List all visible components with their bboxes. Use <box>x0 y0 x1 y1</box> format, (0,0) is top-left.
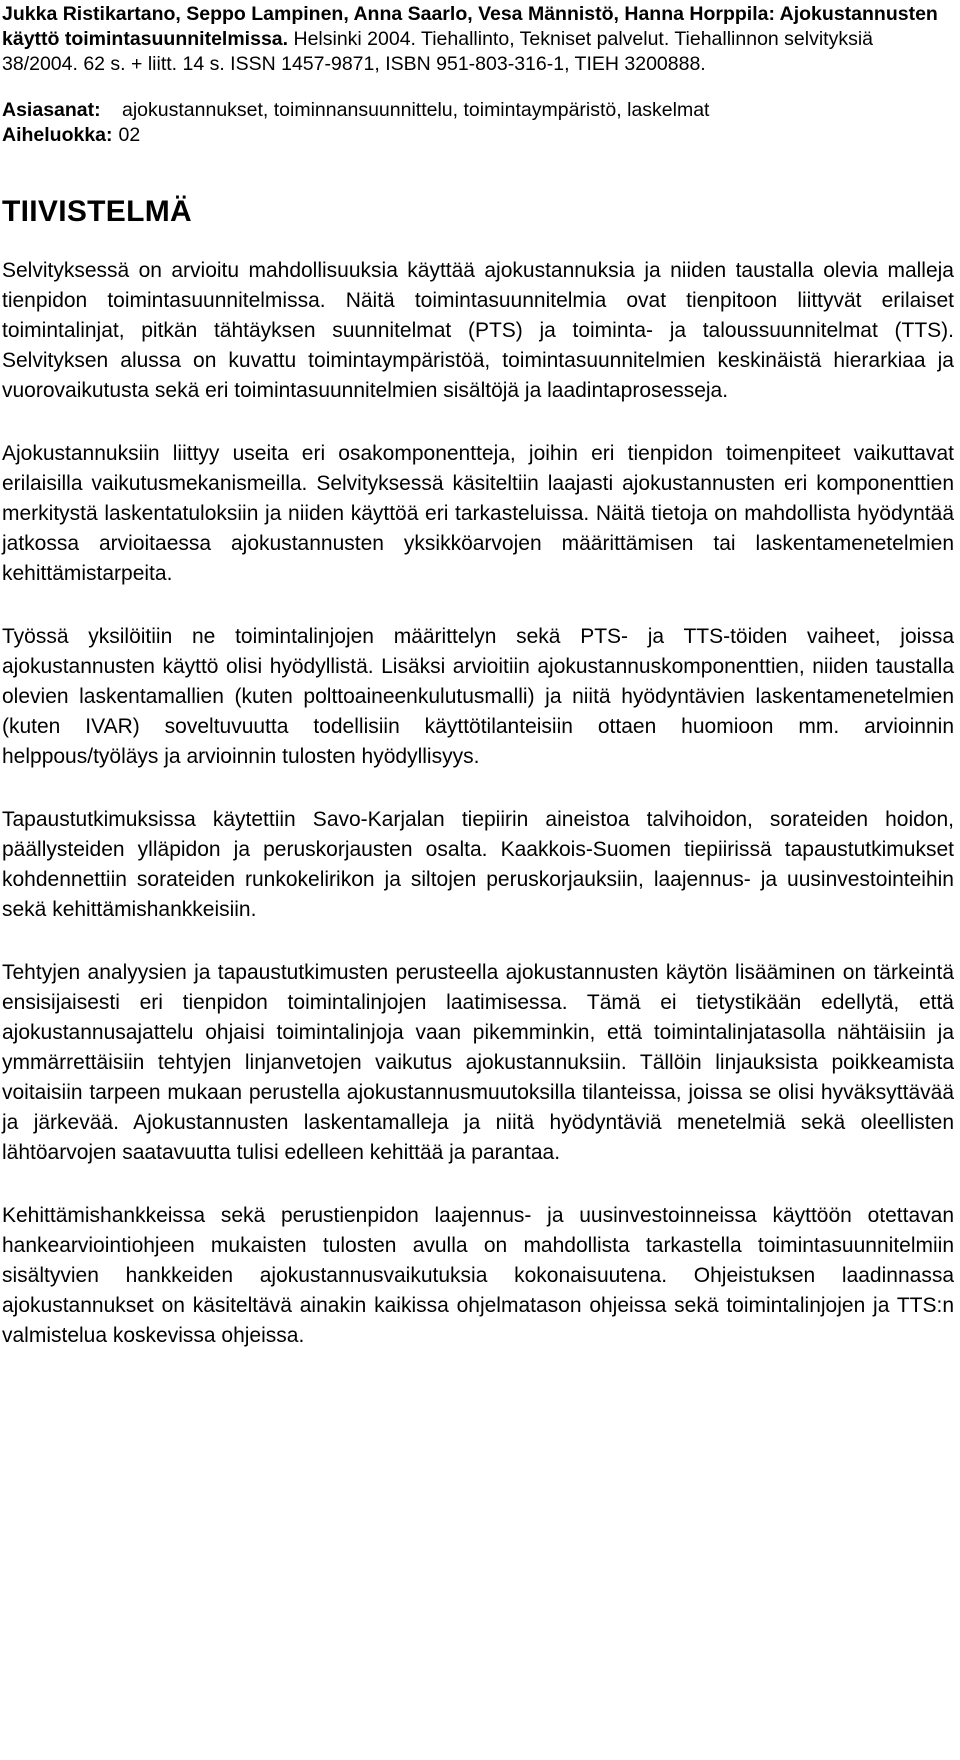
keywords-label: Asiasanat: <box>2 99 101 121</box>
category-row <box>2 123 954 148</box>
summary-body <box>2 256 954 1351</box>
summary-paragraph: Ajokustannuksiin liittyy useita eri osakomponentteja, joihin eri tienpidon toimenpiteet vaikuttavat erilaisilla vaikutusmekanismeilla. Selvityksessä käsiteltiin laajasti ajokustannusten eri komponenttien merkitystä laskentatuloksiin ja niiden käyttöä eri tarkasteluissa. Näitä tietoja on mahdollista hyödyntää jatkossa arvioitaessa ajokustannusten yksikköarvojen määrittämisen tai laskentamenetelmien kehittämistarpeita. <box>2 442 954 585</box>
summary-heading: TIIVISTELMÄ <box>2 195 192 228</box>
summary-paragraph: Työssä yksilöitiin ne toimintalinjojen määrittelyn sekä PTS- ja TTS-töiden vaiheet, joissa ajokustannusten käyttö olisi hyödyllistä. Lisäksi arvioitiin ajokustannuskomponenttien, niiden taustalla olevien laskentamallien (kuten polttoaineenkulutusmalli) ja niitä hyödyntävien laskentamenetelmien (kuten IVAR) soveltuvuutta todellisiin käyttötilanteisiin ottaen huomioon mm. arvioinnin helppous/työläys ja arvioinnin tulosten hyödyllisyys. <box>2 625 954 768</box>
summary-paragraph: Tapaustutkimuksissa käytettiin Savo-Karjalan tiepiirin aineistoa talvihoidon, sorateiden hoidon, päällysteiden ylläpidon ja peruskorjausten osalta. Kaakkois-Suomen tiepiirissä tapaustutkimukset kohdennettiin sorateiden runkokelirikon ja siltojen peruskorjauksiin, laajennus- ja uusinvestointeihin sekä kehittämishankkeisiin. <box>2 808 954 921</box>
keywords-value: ajokustannukset, toiminnansuunnittelu, toimintaympäristö, laskelmat <box>122 99 710 121</box>
summary-paragraph: Kehittämishankkeissa sekä perustienpidon laajennus- ja uusinvestoinneissa käyttöön otettavan hankearviointiohjeen mukaisten tulosten avulla on mahdollista tarkastella toimintasuunnitelmiin sisältyvien hankkeiden ajokustannusvaikutuksia kokonaisuutena. Ohjeistuksen laadinnassa ajokustannukset on käsiteltävä ainakin kaikissa ohjelmatason ohjeissa sekä toimintalinjojen ja TTS:n valmistelua koskevissa ohjeissa. <box>2 1204 954 1347</box>
metadata-block <box>2 98 954 148</box>
category-label: Aiheluokka: <box>2 124 113 146</box>
publication-details: Helsinki 2004. Tiehallinto, Tekniset palvelut. Tiehallinnon selvityksiä 38/2004. 62 s. + liitt. 14 s. ISSN 1457-9871, ISBN 951-803-316-1, TIEH 3200888. <box>2 28 874 75</box>
authors-and-title: Jukka Ristikartano, Seppo Lampinen, Anna Saarlo, Vesa Männistö, Hanna Horppila: Ajokustannusten käyttö toimintasuunnitelmissa. <box>2 3 938 50</box>
bibliographic-header <box>2 0 954 77</box>
summary-paragraph: Selvityksessä on arvioitu mahdollisuuksia käyttää ajokustannuksia ja niiden taustalla olevia malleja tienpidon toimintasuunnitelmissa. Näitä toimintasuunnitelmia ovat tienpitoon liittyvät erilaiset toimintalinjat, pitkän tähtäyksen suunnitelmat (PTS) ja toiminta- ja taloussuunnitelmat (TTS). Selvityksen alussa on kuvattu toimintaympäristöä, toimintasuunnitelmien keskinäistä hierarkiaa ja vuorovaikutusta sekä eri toimintasuunnitelmien sisältöjä ja laadintaprosesseja. <box>2 259 954 402</box>
summary-paragraph: Tehtyjen analyysien ja tapaustutkimusten perusteella ajokustannusten käytön lisääminen on tärkeintä ensisijaisesti eri tienpidon toimintalinjojen laatimisessa. Tämä ei tietystikään edellytä, että ajokustannusajattelu ohjaisi toimintalinjoja vaan pikemminkin, että toimintalinjatasolla nähtäisiin ja ymmärrettäisiin tehtyjen linjanvetojen vaikutus ajokustannuksiin. Tällöin linjauksista poikkeamista voitaisiin tarpeen mukaan perustella ajokustannusmuutoksilla tilanteissa, joissa se olisi hyväksyttävää ja järkevää. Ajokustannusten laskentamalleja ja niitä hyödyntäviä menetelmiä sekä oleellisten lähtöarvojen saatavuutta tulisi edelleen kehittää ja parantaa. <box>2 961 954 1164</box>
keywords-row <box>2 98 954 123</box>
category-value: 02 <box>118 124 141 146</box>
